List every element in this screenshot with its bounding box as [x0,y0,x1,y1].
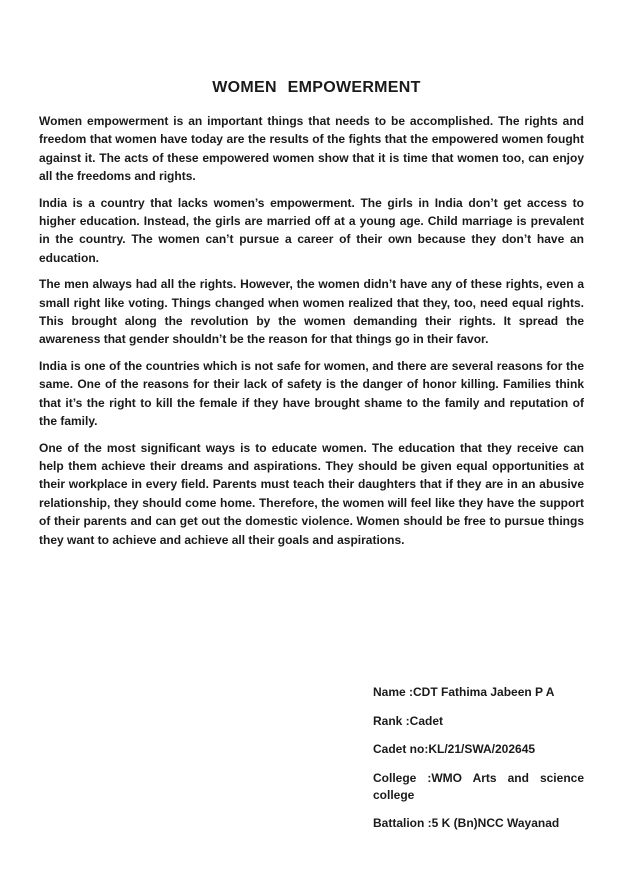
paragraph-1: Women empowerment is an important things that needs to be accomplished. The rights and freedom that women have today are the results of the fights that the empowered women fought against it. The acts of these empowered women show that it is time that women too, can enjoy all the freedoms and rights. [39,114,584,184]
author-rank: Rank :Cadet [373,713,444,728]
signature-block [373,684,584,844]
document-title: WOMEN EMPOWERMENT [212,79,421,96]
paragraph-4: India is one of the countries which is not safe for women, and there are several reasons for the same. One of the reasons for their lack of safety is the danger of honor killing. Families think that it’s the right to kill the female if they have brought shame to the family and reputation of the family. [39,358,584,429]
essay-body [39,112,584,557]
paragraph-2: India is a country that lacks women’s empowerment. The girls in India don’t get access to higher education. Instead, the girls are married off at a young age. Child marriage is prevalent in the country. The women can’t pursue a career of their own because they don’t have an education. [39,195,584,265]
author-name: Name :CDT Fathima Jabeen P A [373,685,555,699]
paragraph-5: One of the most significant ways is to educate women. The education that they receive can help them achieve their dreams and aspirations. They should be given equal opportunities at their workplace in every field. Parents must teach their daughters that if they are in an abusive relationship, they should come home. Therefore, the women will feel like they have the support of their parents and can get out the domestic violence. Women should be free to pursue things they want to achieve and achieve all their goals and aspirations. [39,440,584,547]
battalion-name: Battalion :5 K (Bn)NCC Wayanad [373,816,560,830]
cadet-number: Cadet no:KL/21/SWA/202645 [373,742,536,756]
college-name: College :WMO Arts and science college [373,770,584,802]
paragraph-3: The men always had all the rights. However, the women didn’t have any of these rights, even a small right like voting. Things changed when women realized that they, too, need equal rights. This brought along the revolution by the women demanding their rights. It spread the awareness that gender shouldn’t be the reason for that things go in their favor. [39,277,584,347]
